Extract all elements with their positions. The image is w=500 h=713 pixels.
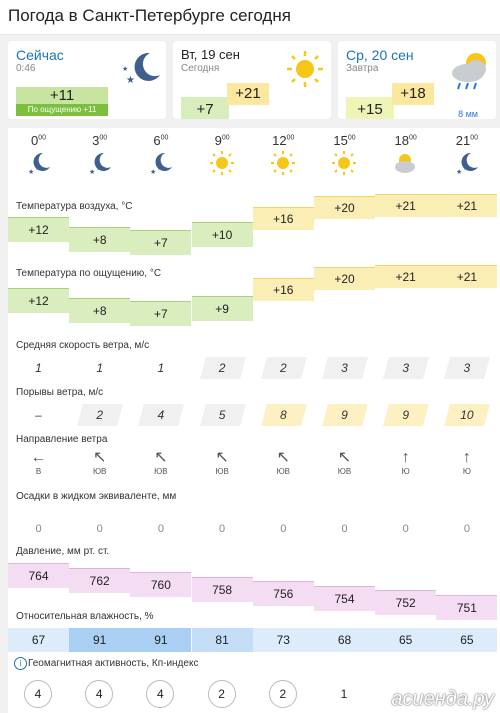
wind-direction-cell <box>314 449 375 476</box>
pressure-cell: 758 <box>192 577 253 602</box>
hour-minutes: 00 <box>470 134 479 142</box>
air_temp-label: Температура воздуха, °C <box>16 201 133 212</box>
gusts-label: Порывы ветра, м/с <box>16 387 104 398</box>
wednesday-high: +18 <box>392 83 434 105</box>
air_temp-cell: +21 <box>436 194 497 217</box>
gusts-value: – <box>35 408 42 422</box>
wind-direction-label: Направление ветра <box>16 434 108 445</box>
svg-text:★: ★ <box>89 169 96 176</box>
sun-icon <box>207 150 237 176</box>
wednesday-precip: 8 мм <box>458 109 478 119</box>
wind-arrow-icon: ↖ <box>276 449 290 466</box>
wind-arrow-icon: ↖ <box>154 449 168 466</box>
feel_temp-cell: +16 <box>253 278 314 301</box>
wednesday-sub: Завтра <box>346 63 379 74</box>
gusts-value: 4 <box>157 408 165 422</box>
wind_speed-value: 3 <box>341 361 348 375</box>
kp-value: 4 <box>24 680 52 708</box>
svg-text:★: ★ <box>157 166 163 172</box>
kp-value: 2 <box>208 680 236 708</box>
hour-minutes: 00 <box>409 134 417 142</box>
wind_speed-value: 1 <box>96 361 104 375</box>
svg-text:★: ★ <box>150 169 157 176</box>
hour-label <box>253 133 314 148</box>
wind-arrow-icon: ↑ <box>462 449 471 466</box>
tuesday-low: +7 <box>181 97 229 119</box>
hour-minutes: 00 <box>99 134 108 142</box>
sun-icon <box>268 150 298 176</box>
now-time: 0:46 <box>16 63 36 74</box>
wind_speed-value: 1 <box>157 361 165 375</box>
wind_speed-label: Средняя скорость ветра, м/с <box>16 340 150 351</box>
feel_temp-label: Температура по ощущению, °C <box>16 268 162 279</box>
wind-direction-cell <box>192 449 253 476</box>
precip-value: 0 <box>35 523 42 535</box>
air_temp-cell: +20 <box>314 196 375 219</box>
moon-stars-icon <box>451 150 481 176</box>
hour-value: 21 <box>455 133 471 148</box>
feel_temp-cell: +20 <box>314 267 375 290</box>
precip-value: 0 <box>157 523 164 535</box>
feel_temp-cell: +9 <box>192 296 253 321</box>
now-label: Сейчас <box>16 47 64 63</box>
wind-direction-cell <box>253 449 314 476</box>
pressure-cell: 751 <box>436 595 497 620</box>
hour-label <box>436 133 497 148</box>
moon-stars-icon <box>84 150 114 176</box>
precip-label: Осадки в жидком эквиваленте, мм <box>16 491 177 502</box>
pressure-cell: 760 <box>130 572 191 597</box>
wind-direction-text: ЮВ <box>276 467 290 476</box>
svg-text:★: ★ <box>456 169 463 176</box>
wind_speed-value: 3 <box>463 361 471 375</box>
hour-minutes: 00 <box>38 134 47 142</box>
hour-value: 6 <box>153 133 161 148</box>
humidity-cell: 65 <box>436 628 497 652</box>
gusts-value: 9 <box>341 408 348 422</box>
wind-direction-text: Ю <box>462 467 471 476</box>
precip-value: 0 <box>463 523 470 535</box>
svg-text:★: ★ <box>122 66 129 73</box>
wind_speed-value: 2 <box>279 361 287 375</box>
hour-label <box>314 133 375 148</box>
wind-arrow-icon: ↖ <box>215 449 229 466</box>
feel_temp-cell: +12 <box>8 288 69 313</box>
wind-direction-text: ЮВ <box>92 467 107 476</box>
humidity-cell: 73 <box>253 628 314 652</box>
pressure-cell: 762 <box>69 568 130 593</box>
hour-value: 15 <box>333 133 348 148</box>
precip-value: 0 <box>219 523 226 535</box>
hour-label <box>375 133 436 148</box>
gusts-value: 9 <box>402 408 410 422</box>
humidity-label: Относительная влажность, % <box>16 611 154 622</box>
page-title: Погода в Санкт-Петербурге сегодня <box>8 6 291 25</box>
wind-direction-cell <box>69 449 130 476</box>
humidity-cell: 81 <box>192 628 253 652</box>
pressure-cell: 756 <box>253 581 314 606</box>
sun-cloud-icon <box>390 150 420 176</box>
wind-direction-cell <box>436 449 497 476</box>
humidity-cell: 91 <box>130 628 191 652</box>
hour-minutes: 00 <box>221 134 230 142</box>
wind_speed-value: 1 <box>35 361 42 375</box>
svg-text:★: ★ <box>463 166 469 172</box>
humidity-cell: 91 <box>69 628 130 652</box>
air_temp-cell: +12 <box>8 217 69 242</box>
hour-label <box>192 133 253 148</box>
wednesday-label: Ср, 20 сен <box>346 47 414 63</box>
precip-value: 0 <box>402 523 409 535</box>
wind-direction-cell <box>130 449 191 476</box>
feel_temp-cell: +21 <box>375 265 436 288</box>
svg-text:★: ★ <box>96 166 102 172</box>
wind-arrow-icon: ← <box>30 449 47 466</box>
moon-stars-icon <box>23 150 53 176</box>
wind-direction-text: ЮВ <box>154 467 168 476</box>
svg-text:★: ★ <box>138 70 146 79</box>
svg-text:★: ★ <box>28 169 35 176</box>
wind-arrow-icon: ↑ <box>401 449 410 466</box>
kp-value: 2 <box>269 680 297 708</box>
hour-minutes: 00 <box>286 134 295 142</box>
hour-value: 0 <box>30 133 39 148</box>
feel_temp-cell: +7 <box>130 301 191 326</box>
kp-value: 4 <box>85 680 113 708</box>
air_temp-cell: +7 <box>130 230 191 255</box>
hour-value: 3 <box>92 133 100 148</box>
wind-direction-cell <box>8 449 69 476</box>
tuesday-high: +21 <box>227 83 269 105</box>
feel_temp-cell: +21 <box>436 265 497 288</box>
air_temp-cell: +21 <box>375 194 436 217</box>
air_temp-cell: +8 <box>69 227 130 252</box>
moon-stars-icon <box>145 150 175 176</box>
wind-arrow-icon: ↖ <box>92 449 107 466</box>
tuesday-sub: Сегодня <box>181 63 220 74</box>
pressure-cell: 754 <box>314 586 375 611</box>
precip-value: 0 <box>280 523 287 535</box>
humidity-cell: 67 <box>8 628 69 652</box>
gusts-value: 8 <box>279 408 287 422</box>
wind_speed-value: 2 <box>218 361 226 375</box>
now-feels-like: По ощущению +11 <box>16 104 108 116</box>
svg-text:★: ★ <box>35 166 41 172</box>
watermark: асиенда.ру <box>391 688 494 710</box>
humidity-cell: 65 <box>375 628 436 652</box>
wednesday-low: +15 <box>346 97 394 119</box>
wind-arrow-icon: ↖ <box>337 449 352 466</box>
gusts-value: 5 <box>218 408 226 422</box>
wind-direction-text: ЮВ <box>337 467 352 476</box>
gusts-value: 2 <box>96 408 104 422</box>
wind-direction-text: Ю <box>401 467 410 476</box>
hour-value: 12 <box>272 133 287 148</box>
sun-icon <box>329 150 359 176</box>
pressure-cell: 764 <box>8 563 69 588</box>
gusts-value: 10 <box>460 408 474 422</box>
pressure-cell: 752 <box>375 590 436 615</box>
hour-label <box>69 133 130 148</box>
tuesday-label: Вт, 19 сен <box>181 47 240 62</box>
now-temperature: +11 <box>16 87 108 104</box>
precip-value: 0 <box>96 523 103 535</box>
info-icon[interactable]: i <box>14 657 27 670</box>
geomag-label: Геомагнитная активность, Кп-индекс <box>28 658 199 669</box>
feel_temp-cell: +8 <box>69 298 130 323</box>
humidity-cell: 68 <box>314 628 375 652</box>
hour-value: 18 <box>394 133 410 148</box>
hour-minutes: 00 <box>160 134 169 142</box>
wind-direction-cell <box>375 449 436 476</box>
hour-minutes: 00 <box>347 134 356 142</box>
kp-value: 4 <box>146 680 174 708</box>
precip-value: 0 <box>341 523 348 535</box>
air_temp-cell: +16 <box>253 207 314 230</box>
kp-value: 1 <box>340 687 348 701</box>
pressure-label: Давление, мм рт. ст. <box>16 546 110 557</box>
air_temp-cell: +10 <box>192 222 253 247</box>
wind-direction-text: В <box>35 467 42 476</box>
hour-label <box>130 133 191 148</box>
wind_speed-value: 3 <box>402 361 410 375</box>
wind-direction-text: ЮВ <box>215 467 229 476</box>
hour-value: 9 <box>214 133 222 148</box>
hour-label <box>8 133 69 148</box>
svg-text:★: ★ <box>126 75 135 85</box>
